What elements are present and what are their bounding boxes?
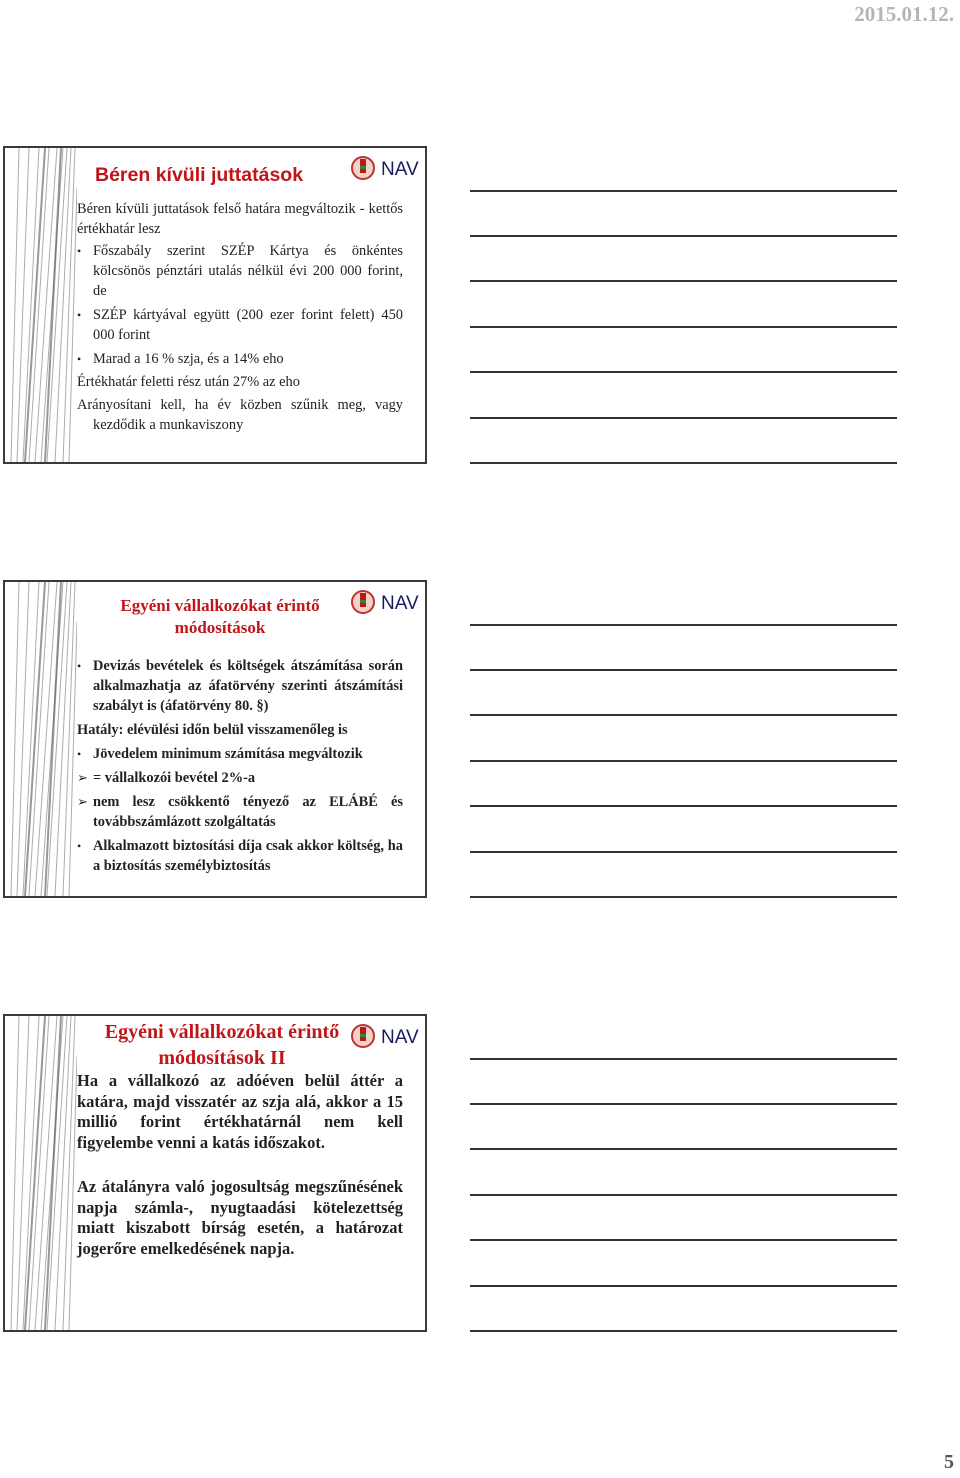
page-number: 5 <box>944 1451 954 1473</box>
slide-text: Béren kívüli juttatások felső határa megváltozik - kettős értékhatár lesz <box>77 201 403 237</box>
slide-title: Béren kívüli juttatások <box>95 164 304 186</box>
slide-text: Értékhatár feletti rész után 27% az eho <box>77 374 300 390</box>
bullet-icon: • <box>77 352 82 366</box>
note-line <box>470 1058 897 1060</box>
list-item: • Alkalmazott biztosítási díja csak akkor költség, ha a biztosítás személybiztosítás <box>77 838 403 874</box>
note-line <box>470 462 897 464</box>
bullet-icon: • <box>77 747 82 761</box>
slide-text: Arányosítani kell, ha év közben szűnik meg, vagy kezdődik a munkaviszony <box>77 397 403 433</box>
slide-1 <box>3 146 427 464</box>
note-line <box>470 669 897 671</box>
svg-text:NAV: NAV <box>381 593 419 614</box>
arrow-bullet-icon: ➢ <box>77 794 88 809</box>
svg-text:NAV: NAV <box>381 1027 419 1048</box>
note-line <box>470 326 897 328</box>
list-item: ➢ nem lesz csökkentő tényező az ELÁBÉ és továbbszámlázott szolgáltatás <box>77 794 403 830</box>
note-line <box>470 417 897 419</box>
svg-text:NAV: NAV <box>381 159 419 180</box>
list-item: • Jövedelem minimum számítása megváltozik <box>77 746 363 762</box>
note-line <box>470 280 897 282</box>
slide-2 <box>3 580 427 898</box>
note-line <box>470 1148 897 1150</box>
note-line <box>470 805 897 807</box>
slide-text: Hatály: elévülési időn belül visszamenőleg is <box>77 722 348 738</box>
bullet-icon: • <box>77 308 82 322</box>
bullet-icon: • <box>77 244 82 258</box>
note-line <box>470 760 897 762</box>
list-item: • Devizás bevételek és költségek átszámítása során alkalmazhatja az áfatörvény szerinti átszámítási szabályt is (áfatörvény 80. §) <box>77 658 403 714</box>
note-line <box>470 1285 897 1287</box>
note-line <box>470 1239 897 1241</box>
slide-3 <box>3 1014 427 1332</box>
slide-decoration <box>5 582 77 896</box>
list-item: ➢ = vállalkozói bevétel 2%-a <box>77 770 256 786</box>
slide-text: Ha a vállalkozó az adóéven belül áttér a katára, majd visszatér az szja alá, akkor a 15 millió forint értékhatárnál nem kell figyelembe venni a katás időszakot. <box>77 1071 403 1152</box>
slide-decoration <box>5 148 77 462</box>
slide-title: Egyéni vállalkozókat érintő módosítások II <box>104 1021 340 1069</box>
bullet-icon: • <box>77 839 82 853</box>
bullet-icon: • <box>77 659 82 673</box>
print-date: 2015.01.12. <box>854 2 954 26</box>
note-line <box>470 1194 897 1196</box>
list-item: • SZÉP kártyával együtt (200 ezer forint felett) 450 000 forint <box>77 307 403 343</box>
arrow-bullet-icon: ➢ <box>77 770 88 785</box>
list-item: • Marad a 16 % szja, és a 14% eho <box>77 351 284 367</box>
note-line <box>470 190 897 192</box>
note-line <box>470 1103 897 1105</box>
note-line <box>470 714 897 716</box>
note-line <box>470 624 897 626</box>
list-item: • Főszabály szerint SZÉP Kártya és önkéntes kölcsönös pénztári utalás nélkül évi 200 000 forint, de <box>77 243 403 299</box>
note-line <box>470 896 897 898</box>
note-line <box>470 371 897 373</box>
note-line <box>470 851 897 853</box>
note-line <box>470 235 897 237</box>
slide-text: Az átalányra való jogosultság megszűnésének napja számla-, nyugtaadási kötelezettség miatt kiszabott bírság esetén, a határozat jogerőre emelkedésének napja. <box>77 1177 403 1258</box>
note-line <box>470 1330 897 1332</box>
slide-decoration <box>5 1016 77 1330</box>
slide-title: Egyéni vállalkozókat érintő módosítások <box>120 596 320 637</box>
